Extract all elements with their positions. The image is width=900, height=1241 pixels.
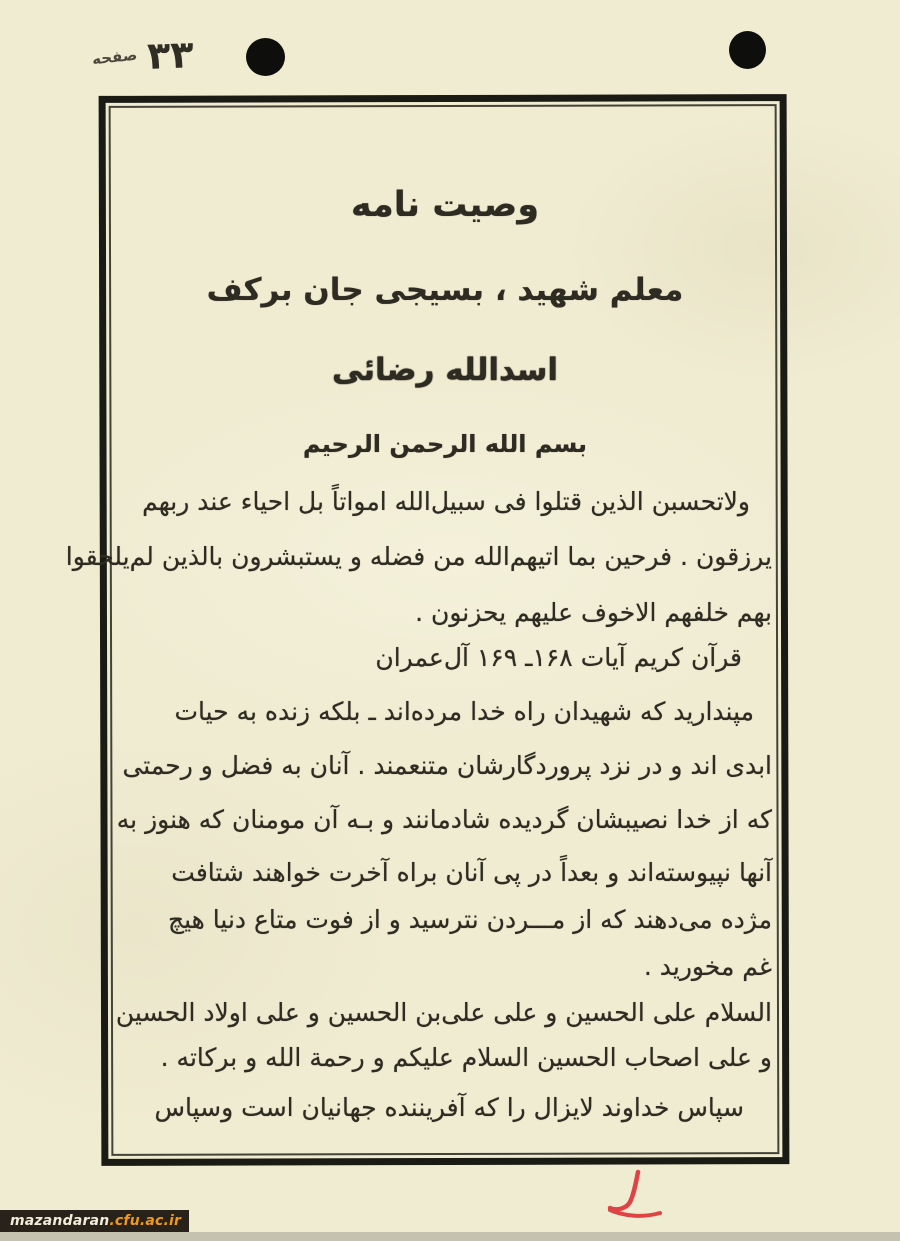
body-text-line: مپندارید که شهیدان راه خدا مرده‌اند ـ بلکه زنده به حیات xyxy=(174,697,754,726)
bismillah-line: بسم الله الرحمن الرحیم xyxy=(302,430,588,458)
red-pen-mark-icon xyxy=(598,1168,678,1224)
watermark-site-text: mazandaran xyxy=(10,1213,110,1229)
hole-punch-left-icon xyxy=(246,38,285,76)
salutation-line: و علی اصحاب الحسین السلام علیکم و رحمة الله و برکاته . xyxy=(160,1043,772,1072)
hole-punch-right-icon xyxy=(729,31,766,69)
quran-citation: قرآن کریم آیات ۱۶۸ـ ۱۶۹ آل‌عمران xyxy=(375,643,742,672)
watermark-domain-text: .cfu.ac.ir xyxy=(109,1213,182,1229)
site-watermark xyxy=(0,1210,189,1232)
body-text-line: ابدی اند و در نزد پروردگارشان متنعمند . آنان به فضل و رحمتی xyxy=(122,751,772,780)
closing-line: سپاس خداوند لایزال را که آفریننده جهانیان است وسپاس xyxy=(154,1093,744,1122)
document-title: وصیت نامه xyxy=(350,185,540,225)
quran-verse-line: ولاتحسبن الذین قتلوا فی سبیل‌الله امواتاً بل احیاء عند ربهم xyxy=(142,487,750,516)
page-number-header xyxy=(91,32,194,80)
quran-verse-line: یرزقون . فرحین بما اتیهم‌الله من فضله و یستبشرون بالذین لم‌یلحقوا xyxy=(65,542,772,571)
author-name: اسدالله رضائی xyxy=(332,352,558,388)
quran-verse-line: بهم خلفهم الاخوف علیهم یحزنون . xyxy=(415,598,772,627)
body-text-line: که از خدا نصیبشان گردیده شادمانند و بـه آن مومنان که هنوز به xyxy=(116,805,772,834)
page-label: صفحه xyxy=(91,45,139,69)
body-text-line: مژده می‌دهند که از مـــردن نترسید و از فوت متاع دنیا هیچ xyxy=(167,905,772,934)
salutation-line: السلام علی الحسین و علی علی‌بن الحسین و علی اولاد الحسین xyxy=(115,998,772,1027)
scan-edge-strip xyxy=(0,1232,900,1241)
body-text-line: آنها نپیوسته‌اند و بعداً در پی آنان براه آخرت خواهند شتافت xyxy=(171,858,772,887)
document-subtitle: معلم شهید ، بسیجی جان برکف xyxy=(206,272,684,308)
page-number: ۳۳ xyxy=(146,32,195,78)
body-text-line: غم مخورید . xyxy=(643,952,772,981)
document-body xyxy=(65,95,772,1161)
